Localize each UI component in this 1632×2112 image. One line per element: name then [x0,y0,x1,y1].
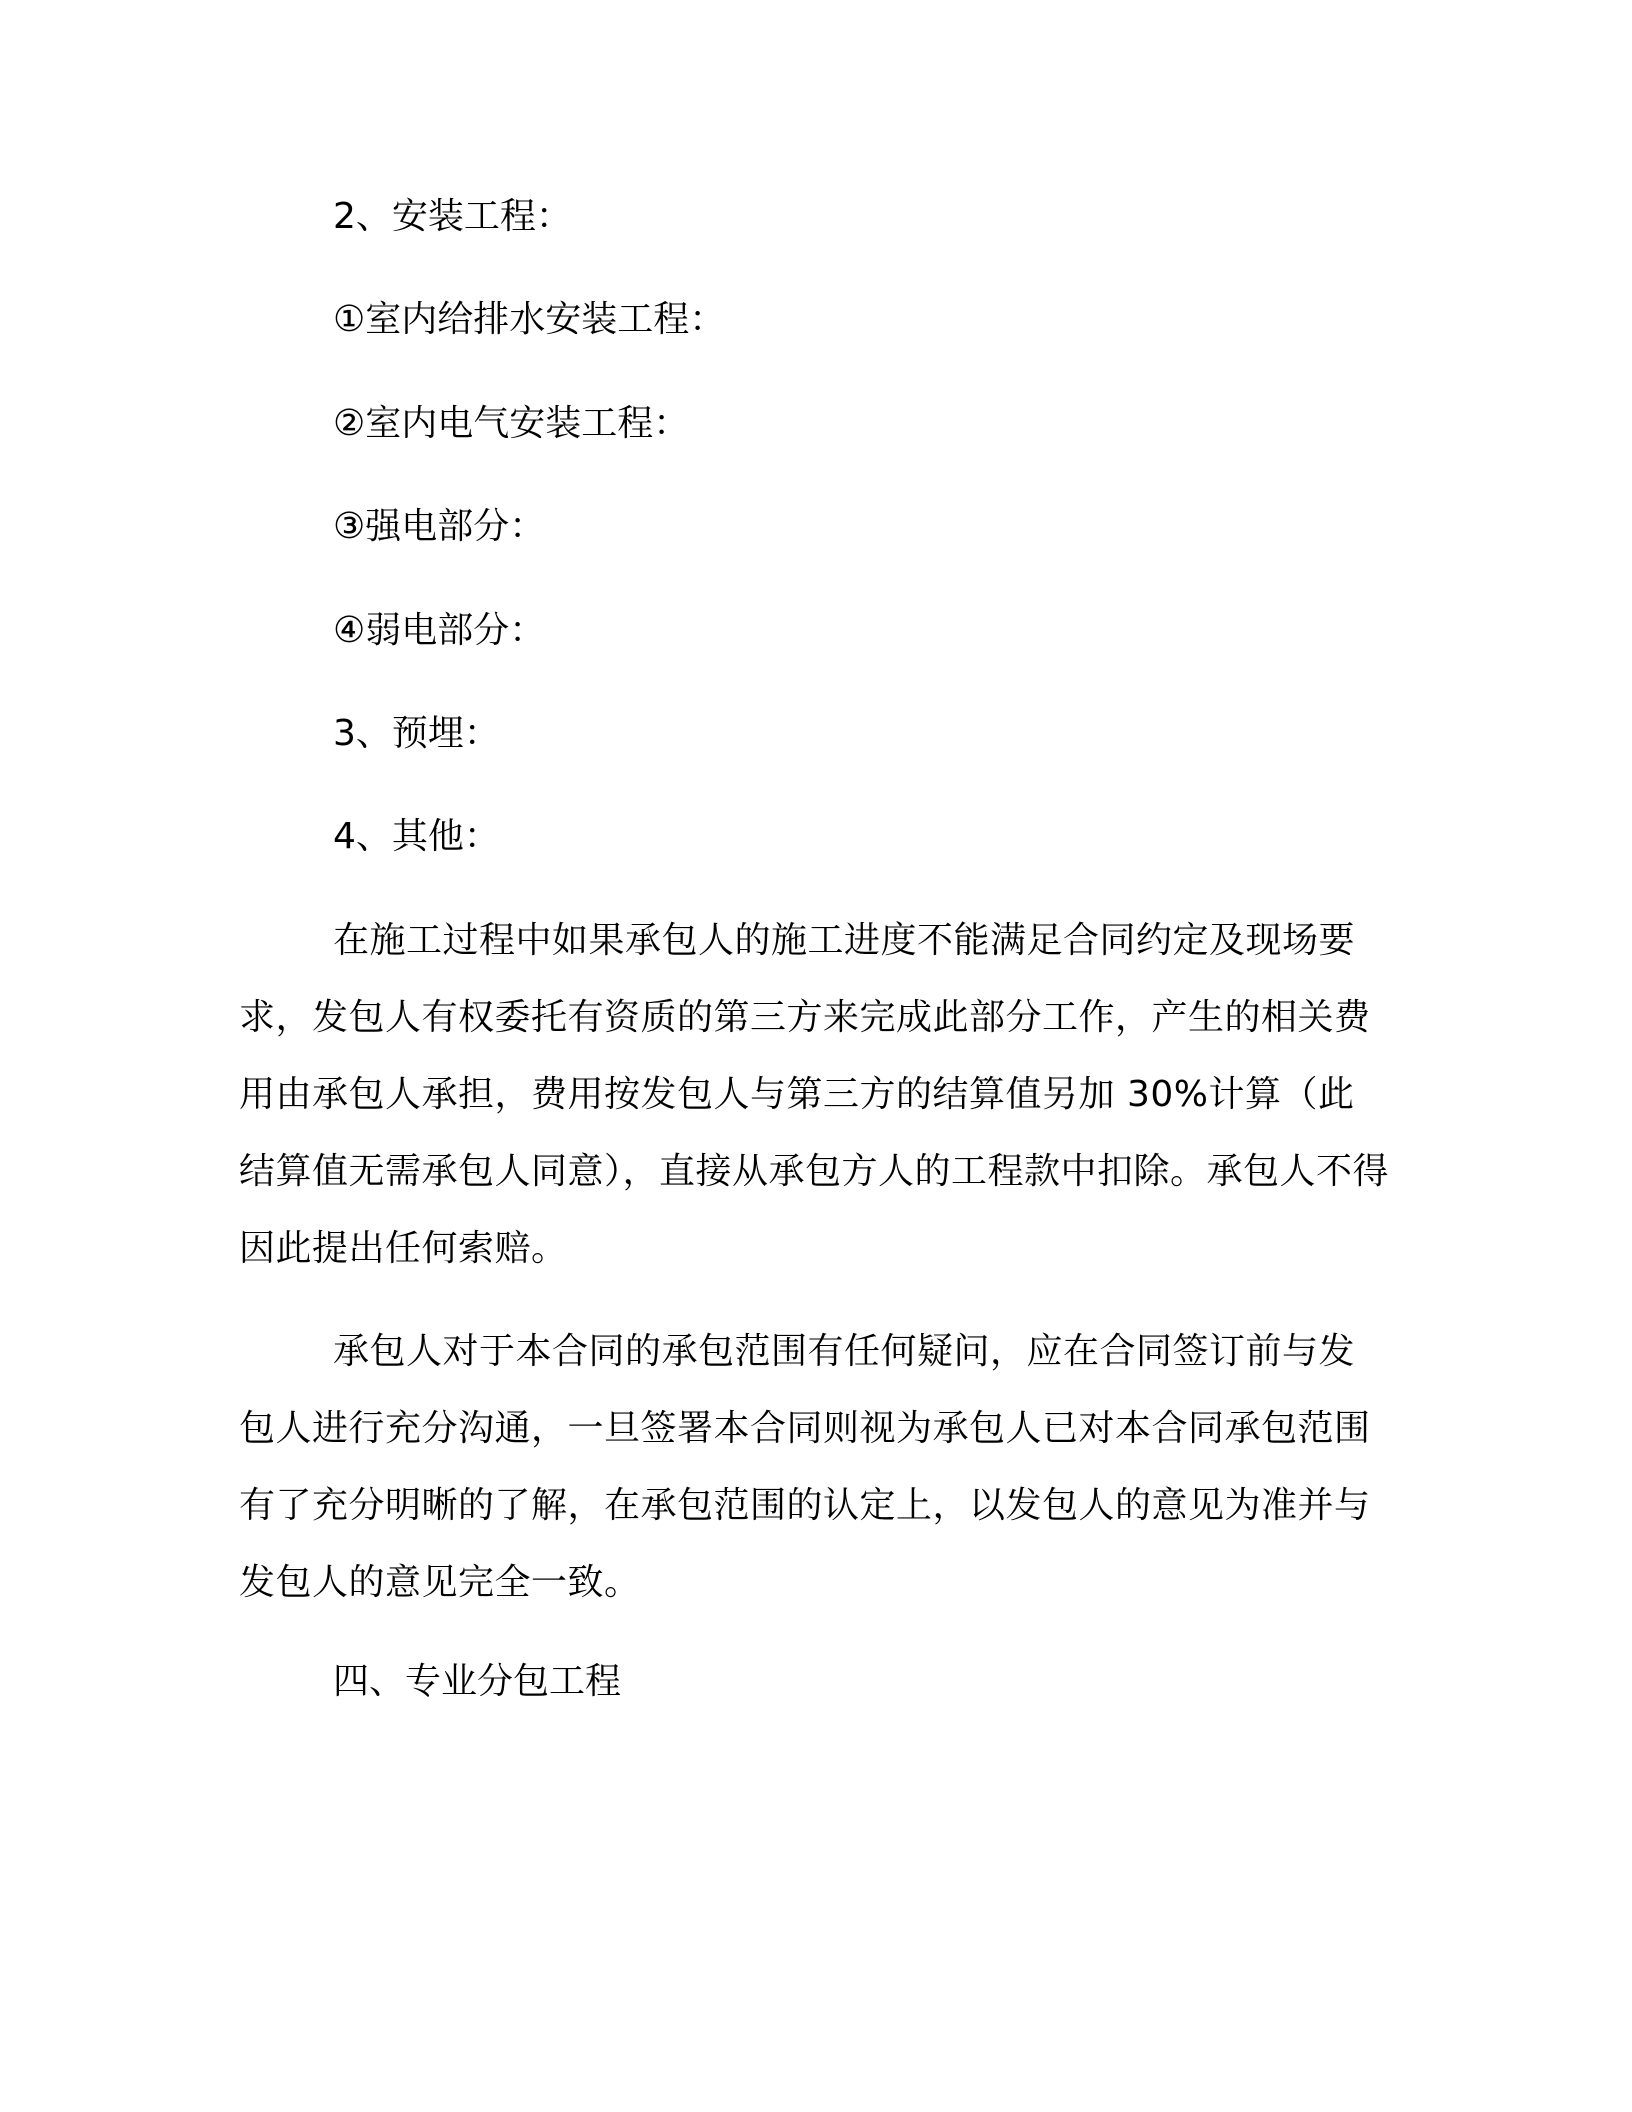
paragraph-scope-clause: 承包人对于本合同的承包范围有任何疑问，应在合同签订前与发包人进行充分沟通，一旦签署本合同则视为承包人已对本合同承包范围有了充分明晰的了解，在承包范围的认定上，以发包人的意见为准并与发包人的意见完全一致。 [239,1331,1371,1603]
heading-other: 4、其他： [333,816,500,857]
paragraph-progress-clause: 在施工过程中如果承包人的施工进度不能满足合同约定及现场要求，发包人有权委托有资质的第三方来完成此部分工作，产生的相关费用由承包人承担，费用按发包人与第三方的结算值另加 30%计算（此结算值无需承包人同意），直接从承包方人的工程款中扣除。承包人不得因此提出任何索赔。 [239,920,1390,1269]
heading-electrical: ②室内电气安装工程： [333,403,690,444]
heading-weak-current: ④弱电部分： [333,610,546,651]
heading-embedding: 3、预埋： [333,713,500,754]
heading-plumbing: ①室内给排水安装工程： [333,299,726,340]
heading-strong-current: ③强电部分： [333,506,546,547]
section-heading-subcontract: 四、专业分包工程 [333,1661,622,1702]
heading-installation: 2、安装工程： [333,196,572,237]
